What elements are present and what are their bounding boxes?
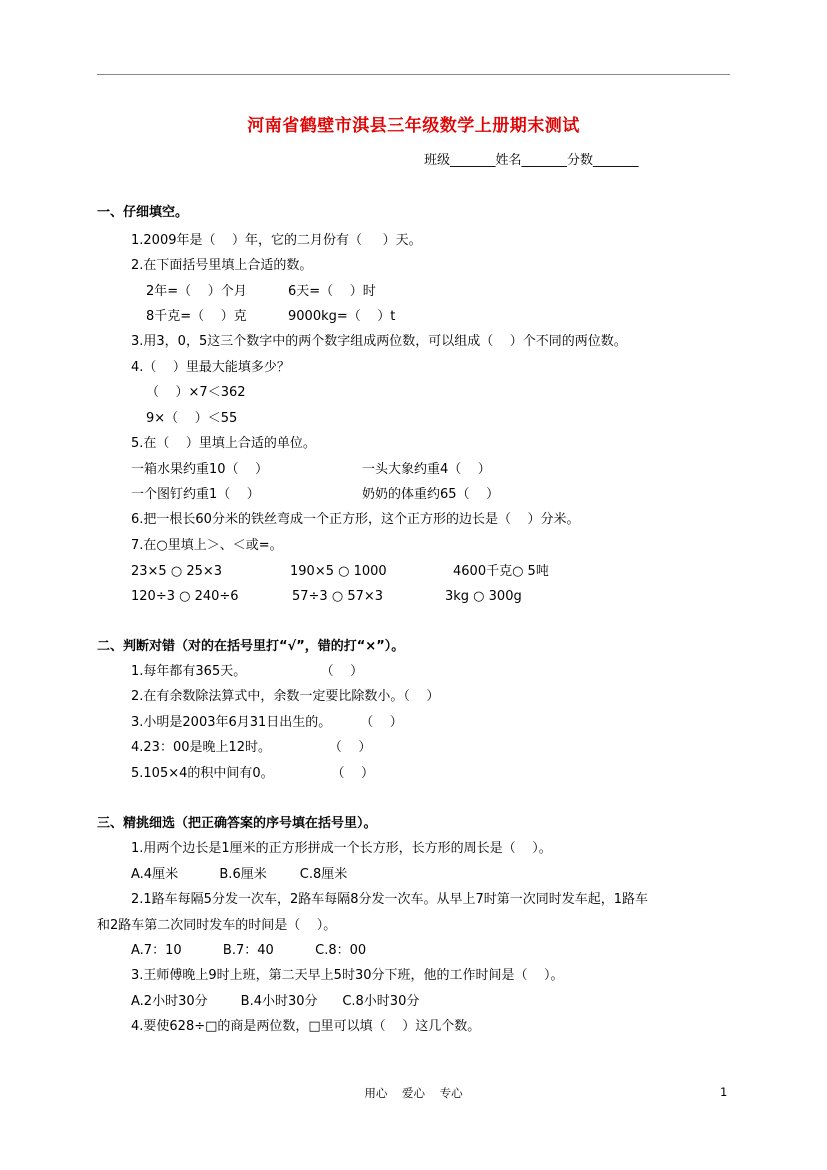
- question-line: A.2小时30分 B.4小时30分 C.8小时30分: [131, 994, 420, 1009]
- student-info: 班级_______姓名_______分数_______: [424, 153, 639, 168]
- question-line: 3.王师傅晚上9时上班，第二天早上5时30分下班，他的工作时间是（ ）。: [131, 968, 564, 983]
- question-line: 7.在○里填上＞、＜或=。: [131, 538, 283, 553]
- page-number: 1: [720, 1085, 728, 1099]
- page-title: 河南省鹤壁市淇县三年级数学上册期末测试: [247, 116, 580, 136]
- question-line: 4.23：00是晚上12时。 （ ）: [131, 740, 372, 755]
- question-line: 3.用3，0，5这三个数字中的两个数字组成两位数，可以组成（ ）个不同的两位数。: [131, 334, 627, 349]
- section-heading: 三、精挑细选（把正确答案的序号填在括号里）。: [97, 816, 377, 831]
- question-line: 23×5 ○ 25×3: [131, 564, 223, 579]
- question-line: 3.小明是2003年6月31日出生的。 （ ）: [131, 715, 403, 730]
- question-line: 一头大象约重4（ ）: [362, 462, 491, 477]
- question-line: 2.在下面括号里填上合适的数。: [131, 258, 313, 273]
- question-line: 和2路车第二次同时发车的时间是（ ）。: [97, 918, 337, 933]
- footer-text: 用心 爱心 专心: [364, 1086, 463, 1100]
- question-line: 一箱水果约重10（ ）: [131, 462, 269, 477]
- section-heading: 一、仔细填空。: [97, 205, 189, 220]
- question-line: 6.把一根长60分米的铁丝弯成一个正方形，这个正方形的边长是（ ）分米。: [131, 512, 580, 527]
- question-line: 4600千克○ 5吨: [453, 564, 549, 579]
- question-line: 57÷3 ○ 57×3: [292, 589, 384, 604]
- question-line: 1.用两个边长是1厘米的正方形拼成一个长方形，长方形的周长是（ ）。: [131, 841, 552, 856]
- question-line: 4.要使628÷□的商是两位数，□里可以填（ ）这几个数。: [131, 1019, 481, 1034]
- question-line: 5.105×4的积中间有0。 （ ）: [131, 766, 375, 781]
- question-line: 120÷3 ○ 240÷6: [131, 589, 239, 604]
- section-heading: 二、判断对错（对的在括号里打“√”，错的打“×”）。: [97, 639, 405, 654]
- question-line: 8千克=（ ）克 9000kg=（ ）t: [146, 309, 396, 324]
- question-line: 一个图钉约重1（ ）: [131, 487, 260, 502]
- question-line: 4.（ ）里最大能填多少？: [131, 360, 290, 375]
- question-line: A.4厘米 B.6厘米 C.8厘米: [131, 867, 348, 882]
- header-rule: [97, 74, 730, 75]
- question-line: 1.2009年是（ ）年，它的二月份有（ ）天。: [131, 233, 422, 248]
- question-line: 190×5 ○ 1000: [290, 564, 387, 579]
- question-line: 5.在（ ）里填上合适的单位。: [131, 436, 316, 451]
- question-line: 9×（ ）＜55: [146, 411, 238, 426]
- question-line: 2年=（ ）个月 6天=（ ）时: [146, 284, 376, 299]
- question-line: 1.每年都有365天。 （ ）: [131, 664, 364, 679]
- question-line: 奶奶的体重约65（ ）: [362, 487, 500, 502]
- question-line: （ ）×7＜362: [146, 385, 246, 400]
- question-line: 2.1路车每隔5分发一次车，2路车每隔8分发一次车。从早上7时第一次同时发车起，1路车: [131, 892, 649, 907]
- question-line: 2.在有余数除法算式中，余数一定要比除数小。（ ）: [131, 689, 440, 704]
- question-line: A.7：10 B.7：40 C.8：00: [131, 943, 367, 958]
- question-line: 3kg ○ 300g: [445, 589, 522, 604]
